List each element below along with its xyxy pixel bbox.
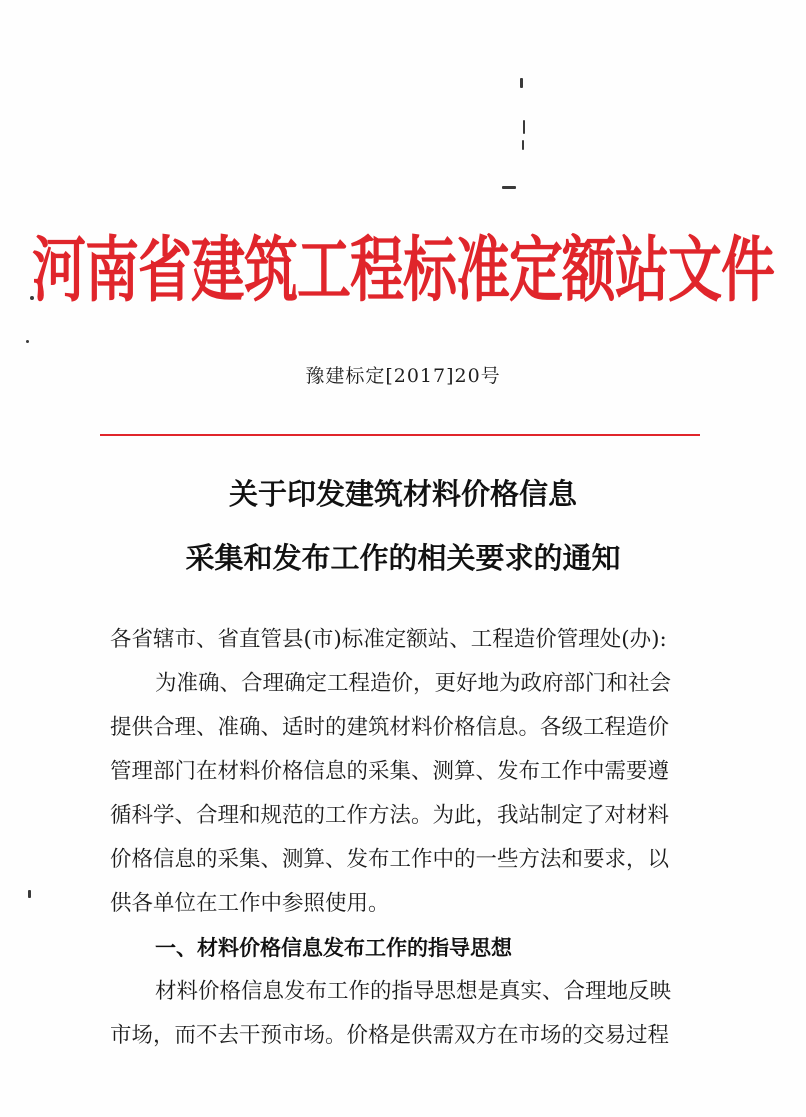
red-divider: [100, 434, 700, 436]
paragraph-line: 为准确、合理确定工程造价，更好地为政府部门和社会: [155, 671, 672, 696]
paragraph-line: 管理部门在材料价格信息的采集、测算、发布工作中需要遵: [110, 759, 670, 784]
paragraph-line: 提供合理、准确、适时的建筑材料价格信息。各级工程造价: [110, 715, 670, 740]
scan-speck: [26, 340, 29, 343]
paragraph-line: 材料价格信息发布工作的指导思想是真实、合理地反映: [155, 979, 672, 1004]
document-number: 豫建标定[2017]20号: [305, 365, 501, 387]
section-heading: 一、材料价格信息发布工作的指导思想: [155, 936, 512, 960]
paragraph-line: 循科学、合理和规范的工作方法。为此，我站制定了对材料: [110, 803, 670, 828]
notice-title-line-1: 关于印发建筑材料价格信息: [228, 477, 577, 511]
paragraph-line: 供各单位在工作中参照使用。: [110, 891, 390, 916]
salutation: 各省辖市、省直管县(市)标准定额站、工程造价管理处(办):: [110, 627, 667, 652]
scan-speck: [520, 78, 523, 88]
scan-speck: [522, 140, 524, 150]
org-red-header: 河南省建筑工程标准定额站文件: [32, 227, 774, 312]
paragraph-line: 价格信息的采集、测算、发布工作中的一些方法和要求，以: [110, 847, 670, 872]
notice-title-line-2: 采集和发布工作的相关要求的通知: [185, 541, 621, 575]
paragraph-line: 市场，而不去干预市场。价格是供需双方在市场的交易过程: [110, 1023, 670, 1048]
scan-speck: [502, 186, 516, 189]
scan-speck: [28, 890, 31, 898]
scan-speck: [523, 120, 525, 134]
